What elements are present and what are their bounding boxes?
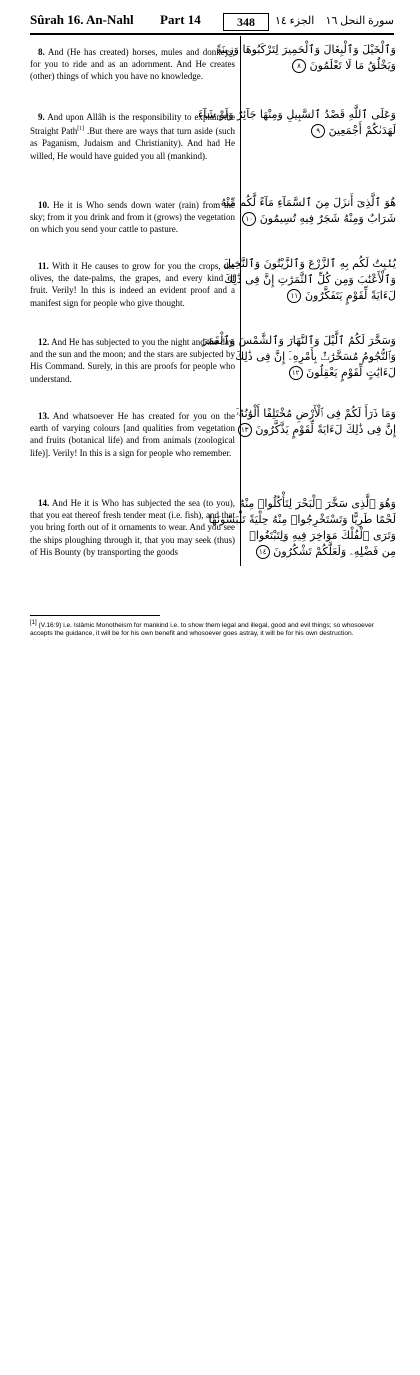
page-header — [30, 12, 394, 32]
footnote-rule — [30, 615, 160, 616]
verse-end-marker: ٩ — [311, 124, 325, 138]
verse-10-arabic: هُوَ ٱلَّذِىٓ أَنزَلَ مِنَ ٱلسَّمَآءِ مَآءً لَّكُم مِّنْهُ شَرَابٌ وَمِنْهُ شَجَرٌ فِيهِ تُسِيمُونَ ١٠ — [220, 196, 396, 225]
verse-13-arabic: وَمَا ذَرَأَ لَكُمْ فِى ٱلْأَرْضِ مُخْتَلِفًا أَلْوَٰنُهُۥٓ إِنَّ فِى ذَٰلِكَ لَءَايَةً لِّقَوْمٍ يَذَّكَّرُونَ ١٣ — [235, 407, 396, 436]
verse-9-translation: 9. And upon Allâh is the responsibility to explain the Straight Path[1] .But there are ways that turn aside (such as Paganism, Judaism and Christianity). And had He willed, He would have guided you all (mankind). — [30, 112, 236, 161]
verse-end-marker: ٨ — [292, 59, 306, 73]
footnote — [30, 619, 394, 638]
footnote-text: (V.16:9) i.e. Islâmic Monotheism for mankind i.e. to show them legal and illegal, good and evil things; so whosoever accepts the guidance, it will be for his own benefit and whosoever goes astray, it will be for his own destruction. — [30, 622, 374, 638]
part-label: Part 14 — [160, 12, 201, 27]
verse-13-translation: 13. And whatsoever He has created for you on the earth of varying colours [and qualities from vegetation and fruits (botanical life) and from animals (zoological life)]. Verily! In this is a sign for people who remember. — [30, 411, 235, 458]
verse-11-arabic: يُنۢبِتُ لَكُم بِهِ ٱلزَّرْعَ وَٱلزَّيْتُونَ وَٱلنَّخِيلَ وَٱلْأَعْنَٰبَ وَمِن كُلِّ ٱلثَّمَرَٰتِ إِنَّ فِى ذَٰلِكَ لَءَايَةً لِّقَوْمٍ يَتَفَكَّرُونَ ١١ — [222, 257, 396, 302]
verse-end-marker: ١٤ — [256, 545, 270, 559]
verse-end-marker: ١٢ — [289, 366, 303, 380]
footnote-reference[interactable]: [1] — [77, 126, 85, 133]
verse-14-arabic: وَهُوَ ٱلَّذِى سَخَّرَ ٱلْبَحْرَ لِتَأْكُلُوا۟ مِنْهُ لَحْمًا طَرِيًّا وَتَسْتَخْرِجُوا۟ مِنْهُ حِلْيَةً تَلْبَسُونَهَا وَتَرَى ٱلْفُلْكَ مَوَاخِرَ فِيهِ وَلِتَبْتَغُوا۟ مِن فَضْلِهِۦ وَلَعَلَّكُمْ تَشْكُرُونَ ١٤ — [208, 497, 396, 558]
page-number: 348 — [223, 13, 269, 31]
juz-label-arabic: الجزء ١٤ — [275, 15, 315, 27]
verse-8-arabic: وَٱلْخَيْلَ وَٱلْبِغَالَ وَٱلْحَمِيرَ لِتَرْكَبُوهَا وَزِينَةً وَيَخْلُقُ مَا لَا تَعْلَمُونَ ٨ — [216, 43, 396, 72]
verse-end-marker: ١١ — [287, 289, 301, 303]
verse-9-arabic: وَعَلَى ٱللَّهِ قَصْدُ ٱلسَّبِيلِ وَمِنْهَا جَآئِرٌ وَلَوْ شَآءَ لَهَدَىٰكُمْ أَجْمَعِينَ ٩ — [198, 108, 396, 137]
verse-14-translation: 14. And He it is Who has subjected the sea (to you), that you eat thereof fresh tender meat (i.e. fish), and that you bring forth out of it ornaments to wear. And you see the ships ploughing through it, that you may seek (thus) of His Bounty (by transporting the goods — [30, 498, 236, 557]
verse-end-marker: ١٣ — [238, 423, 252, 437]
verse-12-translation: 12. And He has subjected to you the night and the day, and the sun and the moon; and the stars are subjected by His Command. Surely, in this are proofs for people who understand. — [30, 337, 235, 384]
verse-10-translation: 10. He it is Who sends down water (rain) from the sky; from it you drink and from it (grows) the vegetation on which you send your cattle to pasture. — [30, 200, 236, 235]
surah-title: Sûrah 16. An-Nahl — [30, 12, 134, 27]
footnote-marker: [1] — [30, 620, 37, 626]
verse-11-translation: 11. With it He causes to grow for you the crops, the olives, the date-palms, the grapes, and every kind of fruit. Verily! In this is indeed an evident proof and a manifest sign for people who give thought. — [30, 261, 235, 308]
header-rule — [30, 33, 394, 35]
surah-title-arabic: سورة النحل ١٦ — [325, 15, 394, 27]
verse-end-marker: ١٠ — [242, 212, 256, 226]
verse-12-arabic: وَسَخَّرَ لَكُمُ ٱلَّيْلَ وَٱلنَّهَارَ وَٱلشَّمْسَ وَٱلْقَمَرَ وَٱلنُّجُومُ مُسَخَّرَٰتٌۢ بِأَمْرِهِۦٓ إِنَّ فِى ذَٰلِكَ لَءَايَٰتٍ لِّقَوْمٍ يَعْقِلُونَ ١٢ — [202, 334, 396, 379]
verse-8-translation: 8. And (He has created) horses, mules and donkeys, for you to ride and as an adornment. And He creates (other) things of which you have no knowledge. — [30, 47, 235, 82]
